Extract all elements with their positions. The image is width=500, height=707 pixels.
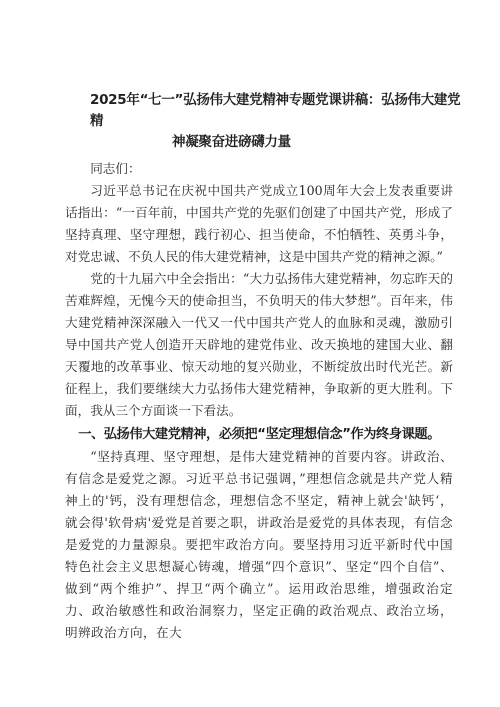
section-1-paragraph: “坚持真理、坚守理想，是伟大建党精神的首要内容。讲政治、有信念是爱党之源。习近平总书记强调，”理想信念就是共产党人精神上的'钙，没有理想信念，理想信念不坚定，精神上就会'缺钙‘，就会得'软骨病'爱党是首要之职，讲政治是爱党的具体表现，有信念是爱党的力量源泉。要把牢政治方向。要坚持用习近平新时代中国特色社会主义思想凝心铸魂，增强“四个意识”、坚定“四个自信”、做到“两个维护”、捍卫“两个确立”。运用政治思维，增强政治定力、政治敏感性和政治洞察力，坚定正确的政治观点、政治立场，明辨政治方向，在大 (65, 449, 453, 640)
document-body (65, 158, 453, 644)
paragraph-1: 习近平总书记在庆祝中国共产党成立100周年大会上发表重要讲话指出：“一百年前，中国共产党的先驱们创建了中国共产党，形成了坚持真理、坚守理想，践行初心、担当使命，不怕牺牲、英勇斗争，对党忠诚、不负人民的伟大建党精神，这是中国共产党的精神之源。” (65, 183, 453, 264)
title-line-2: 神凝聚奋进磅礴力量 (172, 134, 291, 150)
document-title (90, 90, 462, 153)
salutation: 同志们： (90, 161, 141, 176)
section-1-heading: 一、弘扬伟大建党精神，必须把“坚定理想信念”作为终身课题。 (78, 427, 440, 442)
paragraph-2: 党的十九届六中全会指出：“大力弘扬伟大建党精神，勿忘昨天的苦难辉煌，无愧今天的使命担当，不负明天的伟大梦想”。百年来，伟大建党精神深深融入一代又一代中国共产党人的血脉和灵魂，激励引导中国共产党人创造开天辟地的建党伟业、改天换地的建国大业、翻天覆地的改革事业、惊天动地的复兴勋业，不断绽放出时代光芒。新征程上，我们要继续大力弘扬伟大建党精神，争取新的更大胜利。下面，我从三个方面谈一下看法。 (65, 271, 453, 418)
title-line-1: 2025年“七一”弘扬伟大建党精神专题党课讲稿：弘扬伟大建党精 (90, 92, 461, 129)
